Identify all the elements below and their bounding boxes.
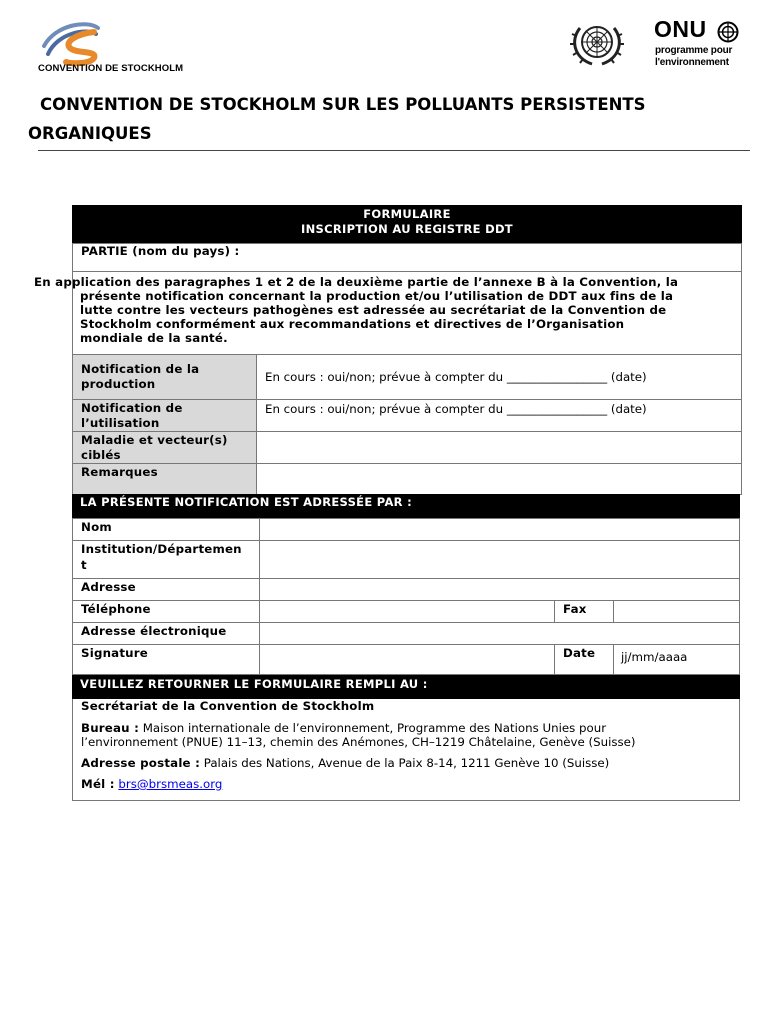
production-value-cell[interactable] <box>256 355 742 400</box>
page-title <box>28 90 748 148</box>
secretariat-name: Secrétariat de la Convention de Stockholm <box>81 699 375 713</box>
production-value: En cours : oui/non; prévue à compter du _________________ (date) <box>265 370 647 384</box>
party-row[interactable] <box>72 243 742 272</box>
signature-field[interactable] <box>259 644 555 675</box>
email-field[interactable] <box>259 622 740 645</box>
signature-label: Signature <box>81 646 148 660</box>
sender-heading: LA PRÉSENTE NOTIFICATION EST ADRESSÉE PAR : <box>80 495 413 509</box>
usage-label-cell <box>72 399 257 432</box>
un-emblem-icon <box>566 18 628 70</box>
form-heading-line1: FORMULAIRE <box>363 207 451 221</box>
usage-label-line2: l’utilisation <box>81 416 160 430</box>
intro-line: lutte contre les vecteurs pathogènes est adressée au secrétariat de la Convention de <box>80 303 667 317</box>
onu-subtitle-line2: l'environnement <box>655 57 729 68</box>
logo-caption: CONVENTION DE STOCKHOLM <box>38 63 184 74</box>
remarks-label-cell <box>72 463 257 495</box>
fax-label: Fax <box>563 602 587 616</box>
email-label: Adresse électronique <box>81 624 227 638</box>
address-field[interactable] <box>259 578 740 601</box>
email-label-cell <box>72 622 260 645</box>
date-label: Date <box>563 646 596 660</box>
form-heading-line2: INSCRIPTION AU REGISTRE DDT <box>301 222 513 236</box>
remarks-label: Remarques <box>81 465 158 479</box>
disease-label-line2: ciblés <box>81 448 121 462</box>
institution-label-cell <box>72 540 260 579</box>
production-label-line1: Notification de la <box>81 362 200 376</box>
phone-field[interactable] <box>259 600 555 623</box>
onu-subtitle-line1: programme pour <box>655 45 733 56</box>
institution-label-line2: t <box>81 558 87 572</box>
intro-paragraph <box>34 275 734 345</box>
return-heading-bar <box>72 675 740 699</box>
signature-label-cell <box>72 644 260 675</box>
disease-label-cell <box>72 431 257 464</box>
phone-label: Téléphone <box>81 602 151 616</box>
institution-label-line1: Institution/Départemen <box>81 542 242 556</box>
usage-value-cell[interactable] <box>256 399 742 432</box>
usage-value: En cours : oui/non; prévue à compter du _________________ (date) <box>265 402 647 416</box>
unep-logo-icon <box>717 21 739 43</box>
page-title-line1: CONVENTION DE STOCKHOLM SUR LES POLLUANTS PERSISTENTS <box>40 95 646 114</box>
sender-heading-bar <box>72 494 740 518</box>
party-label: PARTIE (nom du pays) : <box>81 244 240 258</box>
address-label: Adresse <box>81 580 136 594</box>
intro-line: présente notification concernant la production et/ou l’utilisation de DDT aux fins de la <box>80 289 674 303</box>
office-line2: l’environnement (PNUE) 11–13, chemin des Anémones, CH–1219 Châtelaine, Genève (Suisse) <box>81 735 636 749</box>
usage-label-line1: Notification de <box>81 401 183 415</box>
intro-line: En application des paragraphes 1 et 2 de la deuxième partie de l’annexe B à la Convention, la <box>34 275 679 289</box>
intro-line: mondiale de la santé. <box>80 331 228 345</box>
name-field[interactable] <box>259 518 740 541</box>
fax-label-cell <box>554 600 614 623</box>
remarks-value-cell[interactable] <box>256 463 742 495</box>
mail-label: Mél : <box>81 777 115 791</box>
date-label-cell <box>554 644 614 675</box>
institution-field[interactable] <box>259 540 740 579</box>
page-title-line2: ORGANIQUES <box>28 124 152 143</box>
office-address <box>81 721 736 749</box>
date-placeholder: jj/mm/aaaa <box>621 650 688 664</box>
postal-value: Palais des Nations, Avenue de la Paix 8-14, 1211 Genève 10 (Suisse) <box>199 756 610 770</box>
form-heading <box>72 205 742 243</box>
mail-row <box>81 777 222 791</box>
date-field[interactable] <box>613 644 740 675</box>
phone-label-cell <box>72 600 260 623</box>
onu-title: ONU <box>654 16 707 42</box>
postal-address <box>81 756 609 770</box>
intro-line: Stockholm conformément aux recommandations et directives de l’Organisation <box>80 317 625 331</box>
onu-subtitle <box>655 45 732 69</box>
address-label-cell <box>72 578 260 601</box>
return-info-box <box>72 699 740 801</box>
title-divider <box>38 150 750 151</box>
return-heading: VEUILLEZ RETOURNER LE FORMULAIRE REMPLI AU : <box>80 677 428 691</box>
office-label: Bureau : <box>81 721 139 735</box>
disease-label-line1: Maladie et vecteur(s) <box>81 433 228 447</box>
office-line1: Maison internationale de l’environnement, Programme des Nations Unies pour <box>139 721 607 735</box>
postal-label: Adresse postale : <box>81 756 200 770</box>
disease-value-cell[interactable] <box>256 431 742 464</box>
name-label: Nom <box>81 520 112 534</box>
name-label-cell <box>72 518 260 541</box>
production-label-line2: production <box>81 377 156 391</box>
mail-link[interactable]: brs@brsmeas.org <box>118 777 223 791</box>
production-label-cell <box>72 355 257 400</box>
fax-field[interactable] <box>613 600 740 623</box>
